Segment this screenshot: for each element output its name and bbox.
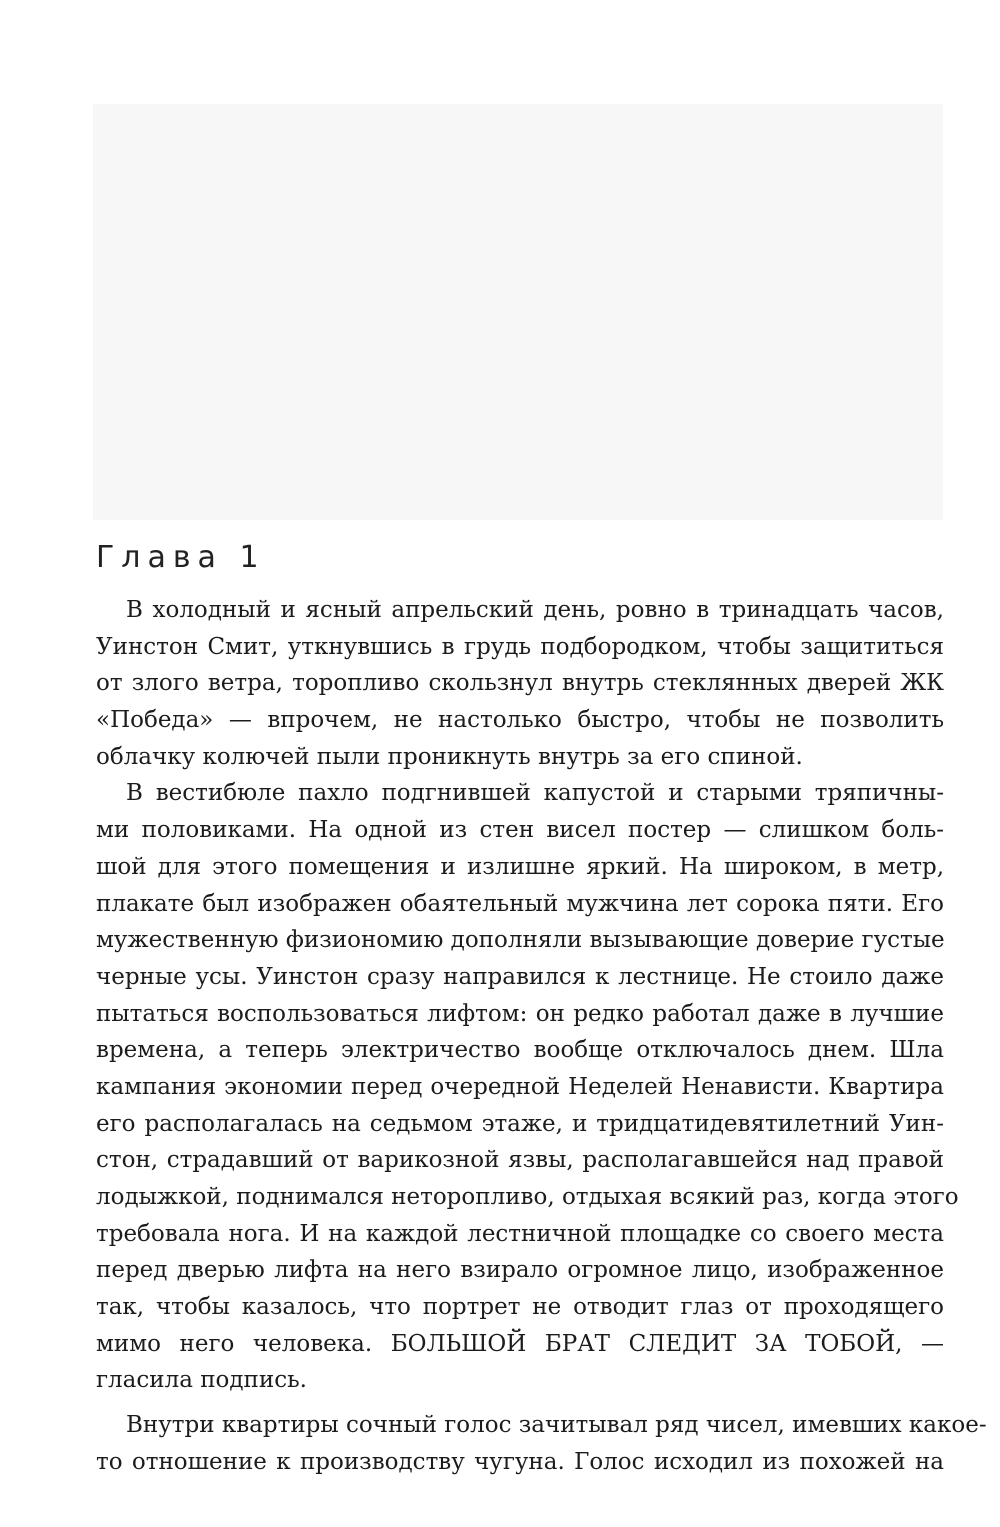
text-line: перед дверью лифта на него взирало огромное лицо, изображенное [96, 1257, 944, 1284]
text-line: требовала нога. И на каждой лестничной площадке со своего места [96, 1220, 944, 1247]
text-line: так, чтобы казалось, что портрет не отводит глаз от проходящего [96, 1294, 944, 1321]
text-line: стон, страдавший от варикозной язвы, располагавшейся над правой [96, 1147, 944, 1174]
text-line: мимо него человека. БОЛЬШОЙ БРАТ СЛЕДИТ ЗА ТОБОЙ, — [96, 1330, 944, 1357]
text-line: Уинстон Смит, уткнувшись в грудь подбородком, чтобы защититься [96, 633, 944, 660]
text-line: от злого ветра, торопливо скользнул внутрь стеклянных дверей ЖК [96, 670, 944, 697]
text-line: пытаться воспользоваться лифтом: он редко работал даже в лучшие [96, 1000, 944, 1027]
text-line: черные усы. Уинстон сразу направился к лестнице. Не стоило даже [96, 963, 944, 990]
text-line: времена, а теперь электричество вообще отключалось днем. Шла [96, 1037, 944, 1064]
text-line: то отношение к производству чугуна. Голос исходил из похожей на [96, 1448, 944, 1475]
text-line: лодыжкой, поднимался неторопливо, отдыхая всякий раз, когда этого [96, 1184, 959, 1210]
chapter-text [96, 592, 987, 1481]
text-line: Внутри квартиры сочный голос зачитывал ряд чисел, имевших какое- [126, 1412, 987, 1439]
text-line: облачку колючей пыли проникнуть внутрь за его спиной. [96, 743, 803, 770]
text-line: кампания экономии перед очередной Неделей Ненависти. Квартира [96, 1073, 944, 1100]
text-line: плакате был изображен обаятельный мужчина лет сорока пяти. Его [96, 890, 944, 917]
text-line: В вестибюле пахло подгнившей капустой и старыми тряпичны- [126, 780, 944, 807]
text-line: гласила подпись. [96, 1367, 307, 1394]
text-line: его располагалась на седьмом этаже, и тридцатидевятилетний Уин- [96, 1110, 944, 1137]
chapter-title: Глава 1 [96, 540, 266, 575]
text-line: В холодный и ясный апрельский день, ровно в тринадцать часов, [126, 597, 944, 623]
text-line: мужественную физиономию дополняли вызывающие доверие густые [96, 927, 945, 954]
text-line: шой для этого помещения и излишне яркий. На широком, в метр, [96, 853, 944, 880]
text-line: «Победа» — впрочем, не настолько быстро, чтобы не позволить [96, 707, 944, 734]
text-line: ми половиками. На одной из стен висел постер — слишком боль- [96, 817, 944, 844]
chapter-opening-panel [93, 104, 943, 520]
